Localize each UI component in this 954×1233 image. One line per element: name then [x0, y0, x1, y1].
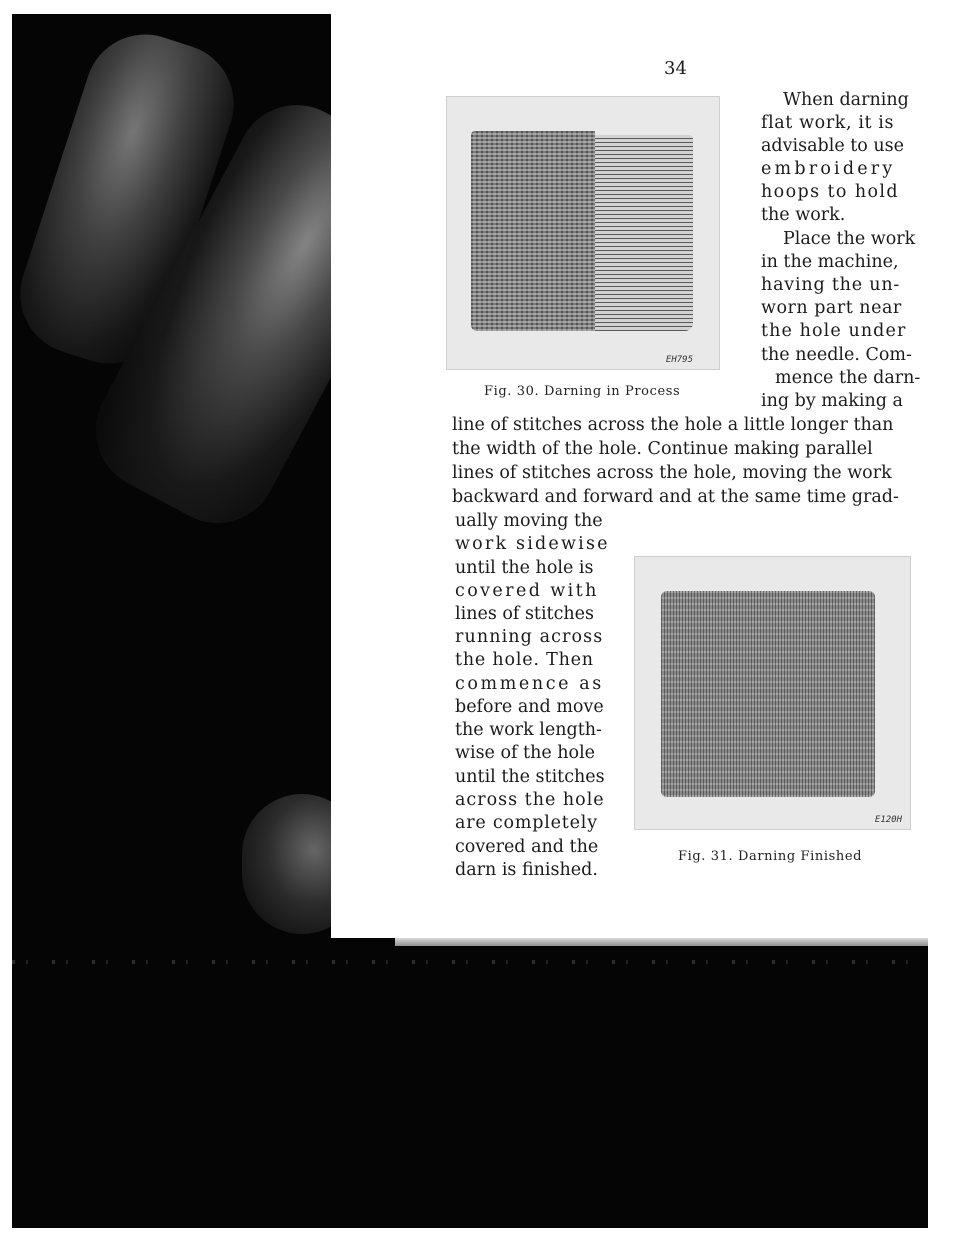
paragraph-line: running across [455, 627, 604, 647]
paragraph-line: backward and forward and at the same time grad- [452, 487, 899, 507]
paragraph-line: in the machine, [761, 252, 899, 272]
paragraph-line: work sidewise [455, 534, 610, 554]
paragraph-line: darn is finished. [455, 860, 598, 880]
paragraph-line: until the stitches [455, 767, 605, 787]
paragraph-line: having the un- [761, 275, 901, 295]
figure-31-caption: Fig. 31. Darning Finished [678, 849, 863, 864]
paragraph-line: flat work, it is [761, 113, 895, 133]
paragraph-line: lines of stitches across the hole, moving the work [452, 463, 892, 483]
paragraph-line: Place the work [783, 229, 916, 249]
figure-30-caption: Fig. 30. Darning in Process [484, 384, 681, 399]
finished-darn-swatch [661, 591, 875, 797]
paragraph-line: the needle. Com- [761, 345, 912, 365]
page-number: 34 [664, 58, 687, 79]
paragraph-line: wise of the hole [455, 743, 596, 763]
stitch-threads-swatch [595, 135, 693, 331]
paragraph-line: the hole. Then [455, 650, 594, 670]
paragraph-line: across the hole [455, 790, 605, 810]
paragraph-line: When darning [783, 90, 909, 110]
paragraph-line: commence as [455, 674, 604, 694]
scanner-noise [12, 960, 928, 964]
paragraph-line: covered and the [455, 837, 599, 857]
paragraph-line: mence the darn- [775, 368, 921, 388]
paragraph-line: embroidery [761, 159, 896, 179]
paragraph-line: until the hole is [455, 558, 594, 578]
figure-31-image [634, 556, 911, 830]
page-edge [395, 938, 928, 946]
figure-30-image [446, 96, 720, 370]
paragraph-line: covered with [455, 581, 599, 601]
darned-fabric-swatch [471, 131, 595, 331]
paragraph-line: ually moving the [455, 511, 603, 531]
paragraph-line: line of stitches across the hole a little longer than [452, 415, 894, 435]
paragraph-line: advisable to use [761, 136, 904, 156]
paragraph-line: the work. [761, 205, 846, 225]
paragraph-line: ing by making a [761, 391, 903, 411]
paragraph-line: before and move [455, 697, 604, 717]
paragraph-line: hoops to hold [761, 182, 900, 202]
figure-code: EH795 [665, 355, 693, 365]
paragraph-line: the work length- [455, 720, 602, 740]
paragraph-line: the width of the hole. Continue making parallel [452, 439, 873, 459]
paragraph-line: are completely [455, 813, 598, 833]
paragraph-line: the hole under [761, 321, 907, 341]
paragraph-line: worn part near [761, 298, 902, 318]
paragraph-line: lines of stitches [455, 604, 594, 624]
figure-code: E120H [874, 815, 902, 825]
